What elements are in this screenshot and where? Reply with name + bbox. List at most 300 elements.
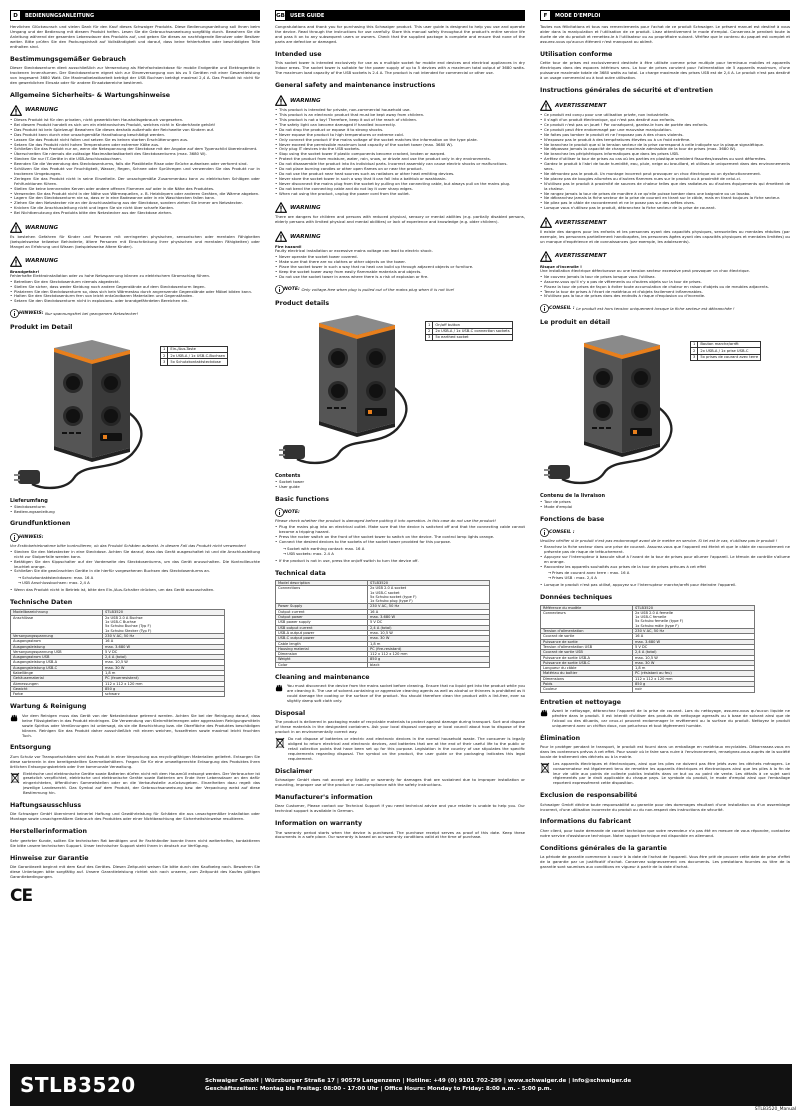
tech-label: Ausgangsstrom [11, 639, 103, 644]
column-german [10, 10, 260, 1060]
section-heading: Élimination [540, 734, 581, 742]
list-item: • This product is intended for private, non-commercial household use. [275, 108, 525, 113]
list-item: • Ne pliez pas le câble de raccordement et ne le posez pas sur des arêtes vives. [540, 201, 790, 206]
warranty-text: The warranty period starts when the device is purchased. The purchase receipt serves as proof of this date. Keep these documents in a safe place. Our warranty is based on our warranty conditions valid at the time of purchase. [275, 829, 525, 840]
warning-icon [10, 222, 22, 233]
tech-value: 2,4 A (total) [368, 625, 490, 630]
company-info [205, 1077, 792, 1093]
manual-label: STLB3520_Manual [754, 1107, 796, 1112]
care-text: You must disconnect the device from the mains socket before cleaning. Ensure that no liquid get into the product while you are cleaning it. The use of solvent-containing or aggressive cleaning agents as well as alcohol or thinners is prohibited as it could damage the coating or the surface of the product. You should therefore clean the product with a lint-free, ever so slightly damp soft cloth only. [287, 683, 525, 704]
tech-row [11, 692, 225, 697]
hand-icon [540, 709, 549, 718]
list-item: • Ce produit est conçu pour une utilisation privée, non industrielle. [540, 113, 790, 118]
warning-heading [275, 95, 525, 106]
list-item: • Ne dépassez jamais la capacité de charge maximale admissible de la tour de prises (max. 3680 W). [540, 147, 790, 152]
language-header [275, 10, 525, 21]
note-text: Nur spannungsfrei bei gezogenem Netzstecker! [45, 311, 139, 317]
warning-heading [275, 231, 525, 242]
product-figure [10, 336, 260, 496]
tech-label: Gewicht [11, 686, 103, 691]
tech-table [275, 580, 490, 668]
section-heading: Grundfunktionen [10, 520, 71, 528]
callout-table [425, 321, 513, 341]
tech-value: 1,8 m [633, 666, 755, 671]
list-item: • Ce produit peut être endommagé par une mauvaise manipulation. [540, 128, 790, 133]
list-item: • Socket tower [275, 480, 525, 485]
tech-label: Output power [276, 615, 368, 620]
list-item: • Lagern Sie den Steckdosenturm nie so, dass er in eine Badewanne oder in ein Waschbecken fallen kann. [10, 196, 260, 201]
tech-value: 850 g [633, 681, 755, 686]
tech-label: USB output current [276, 625, 368, 630]
list-item: → Prises de courant avec terre : max. 16 A [548, 571, 790, 576]
socket-tower-image [544, 333, 694, 489]
section-heading: Le produit en détail [540, 319, 611, 327]
note-heading [10, 309, 260, 318]
tech-value: 2x USB 2.0 A Buchse 1x USB-C Buchse 5x Schuko Buchse (Typ F) 1x Schuko Stecker (Typ F) [103, 615, 225, 633]
intro-text: Herzlichen Glückwunsch und vielen Dank für den Kauf dieses Schwaiger Produkts. Diese Bedienungsanleitung soll Ihnen beim Umgang und der Bedienung mit diesem Produkt helfen. Lesen Sie die Gebrauchsanweisung sorgfältig durch. Bewahren Sie die Anleitung während der gesamten Lebensdauer des Produkts auf, und geben Sie dieses an nachfolgende Benutzer oder Besitzer weiter. Bitte prüfen Sie den Packungsinhalt auf Vollständigkeit und darauf, dass keine fehlerhaften oder beschädigten Teile enthalten sind. [10, 24, 260, 49]
section-heading: Disclaimer [275, 767, 313, 775]
weee-text: Les appareils électriques et électroniques, ainsi que les piles ne doivent pas être jetés avec les déchets ménagers. Le consommateur est légalement tenu de remettre les appareils électriques et électroniques ainsi que les piles à la fin de leur vie utile aux points de collecte publics installés dans ce but ou au point de vente. Les détails à ce sujet sont réglementés par le droit applicable du chaque pays. Le symbole du produit, le mode d'emploi ainsi que l'emballage reportent expressément cette disposition. [553, 760, 790, 786]
section-heading: Entsorgung [10, 744, 51, 752]
list-item: • Il s'agit d'un produit électronique, qui n'est pas destiné aux enfants. [540, 118, 790, 123]
callout-label: 2x USB-A / 1x USB-C connection sockets [433, 328, 512, 334]
tech-value: schwarz [103, 692, 225, 697]
function-list [540, 583, 790, 588]
fire-hazard-label: Brandgefahr! [10, 268, 40, 274]
disposal-text: The product is delivered in packaging made of recyclable materials to protect against damage during transport. Sort and dispose of these materials in the designated containers. Ask your local disposal company or local council about how to dispose of the product in an environmentally correct way. [275, 719, 525, 735]
list-item: • Do not use the socket tower in areas where there is a risk of explosion or fire. [275, 275, 525, 280]
language-code: D [10, 10, 21, 21]
section-heading: Product details [275, 299, 330, 307]
list-item: • Beenden Sie die Verwendung des Steckdosenturms, falls die Plastikteile Risse oder Brüche aufweisen oder verformt sind. [10, 162, 260, 167]
hand-icon [10, 714, 19, 723]
tech-row [276, 586, 490, 604]
note-text: Vor Erstinbetriebnahme bitte kontrollieren, ob das Produkt Schäden aufweist. In diesem Fall das Produkt nicht verwenden! [10, 542, 247, 548]
safety-list [275, 108, 525, 196]
warning-icon [540, 100, 552, 111]
fire-hazard-text: Une installation électrique défectueuse ou une tension secteur excessive peut provoquer un choc électrique. [540, 267, 750, 273]
care-block [275, 684, 525, 704]
warning-icon [275, 95, 287, 106]
warning-label: WARNUNG [25, 107, 59, 114]
tech-value: 850 g [103, 686, 225, 691]
list-item: → Socket with earthing contact: max. 16 A [283, 547, 525, 552]
note-text: Le produit est hors tension uniquement lorsque la fiche secteur est débranchée ! [576, 306, 735, 312]
note-label: HINWEIS: [19, 534, 44, 540]
care-text: Vor dem Reinigen muss das Gerät von der Netzsteckdose getrennt werden. Achten Sie bei der Reinigung darauf, dass keine Flüssigkeiten in das Produkt eindringen. Die Verwendung von Kleinmittelmengen oder aggressiven Reinigungsmitteln sowie Spiritus oder Verdünnungen ist untersagt, da sie die Beschichtung bzw. die Oberfläche des Produktes beschädigen können. Reinigen Sie das Produkt daher ausschließlich mit einem weichen, fusselfreien sowie maximal leicht feuchten Tuch. [22, 712, 260, 738]
note-label: NOTE: [284, 510, 300, 516]
delivery-list [540, 500, 790, 510]
callout-number: 3 [426, 334, 433, 340]
tech-label: Color [276, 662, 368, 667]
tech-label: Puissance de sortie USB-C [541, 660, 633, 665]
manufacturer-text: Dear Customer, Please contact our Technical Support if you need technical advice and your retailer is unable to help you. Our technical support is available in German. [275, 803, 525, 814]
section-heading: Hinweise zur Garantie [10, 854, 89, 862]
tech-label: Ausgangsleistung [11, 644, 103, 649]
crossed-bin-icon [275, 737, 285, 749]
intended-use-text: Dieser Steckdosenturm dient ausschließlich zur Verwendung als Mehrfachsteckdose für mobile Endgeräte und Elektrogeräte in trockenen Innenräumen. Der Steckdosenturm eignet sich zur Stromversorgung von bis zu 5 Geräten mit einer Gesamtleistung von insgesamt 3680 Watt. Die Maximalbelastbarkeit beträgt der USB Buchsen beträgt maximal 2,4 A. Das Produkt ist nicht für den gewerblichen Einsatz oder für andere Einsatzbereiche bestimmt. [10, 64, 260, 85]
tech-row [541, 610, 755, 628]
tech-value: STLB3520 [368, 581, 490, 586]
tech-value: STLB3520 [633, 605, 755, 610]
warning-label: WARNING [290, 204, 321, 211]
list-item: • Lorsque vous n'utilisez pas le produit, débranchez la fiche secteur de la prise de courant. [540, 206, 790, 211]
delivery-list [10, 505, 260, 515]
list-item: • Protect the product from moisture, water, rain, snow, or drizzle and use the product only in dry environments. [275, 157, 525, 162]
tech-label: Dimension [276, 652, 368, 657]
warning-heading [540, 100, 790, 111]
section-heading: Exclusion de responsabilité [540, 792, 638, 800]
callout-label: 2x USB-A / 1x prise USB-C [698, 348, 761, 354]
list-item: • Bei Nichtbenutzung des Produkts bitte den Netzstecker aus der Steckdose ziehen. [10, 211, 260, 216]
fire-hazard-label: Fire hazard! [275, 244, 302, 250]
weee-block [10, 772, 260, 797]
tech-value: black [368, 662, 490, 667]
info-icon [540, 304, 549, 313]
warning-icon [540, 217, 552, 228]
section-heading: Haftungsausschluss [10, 802, 82, 810]
list-item: • Lorsque le produit n'est pas utilisé, appuyez sur l'interrupteur marche/arrêt pour éteindre l'appareil. [540, 583, 790, 588]
warning-label: WARNUNG [25, 258, 59, 265]
care-block [540, 709, 790, 729]
tech-value: 2,4 A (total) [103, 655, 225, 660]
tech-value: max. 10,5 W [368, 630, 490, 635]
list-item: • Bei diesem Produkt handelt es sich um ein elektronisches Produkt, welches nicht in Kinderhände gehört! [10, 123, 260, 128]
list-item: • Make sure that there are no clothes or other objects on the tower. [275, 260, 525, 265]
callout-number: 1 [161, 346, 168, 352]
list-item: • Never store the socket tower in such a way that it can fall into a bathtub or washbasin. [275, 177, 525, 182]
tech-value: 1,8 m [103, 671, 225, 676]
list-item: • Keep the socket tower away from easily flammable materials and objects. [275, 270, 525, 275]
product-figure [540, 331, 790, 491]
list-item: • Schließen Sie das Produkt nur an, wenn die Netzspannung der Steckdose mit der Angabe auf dem Typenschild übereinstimmt. [10, 147, 260, 152]
warning-heading [10, 105, 260, 116]
manufacturer-text: Sehr geehrter Kunde, sollten Sie technischen Rat benötigen und Ihr Fachhändler konnte Ihnen nicht weiterhelfen, kontaktieren Sie bitte unsere technischen Support. Unser technischer Support steht Ihnen in deutsch zur Verfügung. [10, 837, 260, 848]
section-heading: Herstellerinformation [10, 828, 87, 836]
list-item: • If the product is not in use, press the on/off switch to turn the device off. [275, 559, 525, 564]
section-heading: Informations du fabricant [540, 818, 632, 826]
warning-heading [10, 256, 260, 267]
list-item: • Steckdosenturm [10, 505, 260, 510]
list-item: • N'utilisez pas le produit à proximité de sources de chaleur telles que des radiateurs ou d'autres équipements qui émettent de la chaleur. [540, 182, 790, 192]
list-item: • Ne placez pas de bougies allumées ou d'autres flammes nues sur le produit ou à proximité de celui-ci. [540, 177, 790, 182]
note-label: CONSEIL : [549, 306, 575, 312]
note-heading [275, 508, 525, 517]
list-item: • Stellen Sie sicher, dass weder Kleidung noch andere Gegenstände auf dem Steckdosenturm liegen. [10, 285, 260, 290]
callout-table [690, 341, 761, 361]
tech-label: Kabellänge [11, 671, 103, 676]
tech-label: Gehäusematerial [11, 676, 103, 681]
function-list [275, 525, 525, 545]
disposal-text: Pour le protéger pendant le transport, le produit est fourni dans un emballage en matériaux recyclables. Débarrassez-vous en dans les conteneurs prévus à cet effet. Pour savoir où le faire sans nuire à l'environnement, renseignez-vous auprès de la société locale de traitement des déchets ou à la mairie. [540, 744, 790, 759]
warning-heading [540, 251, 790, 262]
note-heading [540, 304, 790, 313]
list-item: • When not using the product, unplug the power cord from the outlet. [275, 192, 525, 197]
function-list [10, 588, 260, 593]
tech-label: Power Supply [276, 604, 368, 609]
info-icon [275, 508, 284, 517]
language-code: F [540, 10, 551, 21]
info-icon [10, 309, 19, 318]
tech-label: Tension d'alimentation USB [541, 644, 633, 649]
tech-label: Output current [276, 609, 368, 614]
tech-value: max. 3.680 W [633, 639, 755, 644]
socket-tower-image [279, 313, 429, 469]
section-heading: General safety and maintenance instructions [275, 81, 436, 89]
section-heading: Conditions générales de la garantie [540, 844, 667, 852]
rating-list [275, 547, 525, 557]
weee-text: Elektrische und elektronische Geräte sowie Batterien dürfen nicht mit dem Hausmüll entsorgt werden. Der Verbraucher ist gesetzlich verpflichtet, elektrische und elektronische Geräte sowie Batterien am Ende ihrer Lebensdauer an den dafür eingerichteten, öffentlichen Sammelstellen oder an die Verkaufsstelle zurückzugeben. Einzelheiten dazu regelt das jeweilige Landesrecht. Das Symbol auf dem Produkt, der Gebrauchsanweisung bzw. der Verpackung weist auf diese Bestimmung hin. [23, 770, 260, 796]
tech-label: Connections [276, 586, 368, 604]
section-heading: Instructions générales de sécurité et d'entretien [540, 86, 713, 94]
warning-label: AVERTISSEMENT [555, 253, 607, 260]
tech-label: Farbe [11, 692, 103, 697]
product-figure [275, 311, 525, 471]
list-item: • Schützen Sie das Produkt vor Feuchtigkeit, Wasser, Regen, Schnee oder Sprühregen und verwenden Sie das Produkt nur in trockenen Umgebungen. [10, 167, 260, 177]
callout-label: 5x earthed socket [433, 334, 512, 340]
note-label: NOTE: [284, 286, 300, 292]
callout-number: 2 [691, 348, 698, 354]
list-item: • Tenez la tour de prises à l'écart de matériaux et d'objets facilement inflammables. [540, 290, 790, 295]
intro-text: Congratulations and thank you for purchasing this Schwaiger product. This user guide is designed to help you use and operate the device. Read through the instructions for use carefully. Store this manual safely throughout the product's entire service life and pass it on to any subsequent users or owners. Check that the supplied package is complete and ensure that none of the parts are defective or damaged. [275, 24, 525, 44]
note-heading [10, 533, 260, 542]
delivery-heading: Contenu de la livraison [540, 492, 606, 499]
tech-label: Versorgungsspannung [11, 633, 103, 638]
tech-value: 16 A [103, 639, 225, 644]
tech-row [11, 615, 225, 633]
delivery-heading: Contents [275, 473, 301, 480]
tech-value: max. 30 W [368, 636, 490, 641]
tech-value: max. 3.680 W [103, 644, 225, 649]
fire-list [275, 255, 525, 280]
children-warning-text: There are dangers for children and persons with reduced physical, sensory or mental abilities (e.g. partially disabled persons, elderly persons with limited physical and mental abilities) or lack of experience and knowledge (e.g. older children). [275, 214, 525, 225]
tech-label: Matériau du boîtier [541, 671, 633, 676]
callout-number: 1 [426, 322, 433, 328]
list-item: • Never expose the product to high temperatures or extreme cold. [275, 133, 525, 138]
liability-text: Die Schwaiger GmbH übernimmt keinerlei Haftung und Gewährleistung für Schäden die aus unsachgemäßer Installation oder Montage sowie unsachgemäßem Gebrauch des Produktes oder einer Nichtbeachtung der Sicherheitshinweise resultieren. [10, 811, 260, 822]
list-item: • Knicken Sie die Anschlussleitung nicht und legen Sie sie nicht über scharfe Kanten. [10, 206, 260, 211]
list-item: • Branchez la fiche secteur dans une prise de courant. Assurez-vous que l'appareil est éteint et que le câble de raccordement ne présente pas de risque de trébuchement. [540, 545, 790, 555]
callout-table [160, 346, 228, 366]
tech-table [540, 605, 755, 693]
intro-text: Toutes nos félicitations et tous nos remerciements pour l'achat de ce produit Schwaiger. Le présent manuel est destiné à vous aider dans la manipulation et l'utilisation de ce produit. Lisez attentivement le mode d'emploi. Conservez-le pendant toute la durée de vie du produit et remettez-le à l'utilisateur ou au propriétaire suivant. Vérifiez que le contenu du paquet est complet et assurez-vous qu'aucun élément n'est manquant ou abîmé. [540, 24, 790, 44]
list-item: • Stecken Sie nur IT-Geräte in die USB-Anschlussbuchsen. [10, 157, 260, 162]
list-item: → USB Anschlussbuchsen: max. 2,4 A [18, 581, 260, 586]
info-icon [275, 285, 284, 294]
tech-label: Ausgangsleistung USB-A [11, 660, 103, 665]
care-block [10, 714, 260, 739]
note-text: Veuillez vérifier si le produit n'est pas endommagé avant de le mettre en service. Si tel est le cas, n'utilisez pas le produit ! [540, 537, 778, 543]
liability-text: Schwaiger GmbH décline toute responsabilité ou garantie pour des dommages résultant d'une installation ou d'un assemblage incorrect, d'une utilisation incorrecte du produit ou du non-respect des instructions de sécurité. [540, 801, 790, 812]
tech-label: Tension d'alimentation [541, 629, 633, 634]
list-item: • Press the rocker switch on the front of the socket tower to switch on the device. The control lamp lights orange. [275, 535, 525, 540]
list-item: • Schließen Sie die gewünschten Geräte in die hierfür vorgesehenen Buchsen des Steckdosenturms an. [10, 569, 260, 574]
language-title: MODE D'EMPLOI [555, 12, 601, 19]
office-hours-line: Geschäftszeiten: Montag bis Freitag: 08:00 - 17:00 Uhr | Office Hours: Monday to Friday: 8:00 a.m. - 5:00 p.m. [205, 1086, 552, 1092]
callout-label: Bouton marche/arrêt [698, 341, 761, 347]
warning-icon [275, 231, 287, 242]
tech-value: 16 A [368, 609, 490, 614]
warning-heading [275, 202, 525, 213]
list-item: • Ne démontez pas le produit. Un montage incorrect peut provoquer un choc électrique ou un dysfonctionnement. [540, 172, 790, 177]
list-item: • Gardez le produit à l'abri de toute humidité, eau, pluie, neige ou brouillard, et utilisez-le uniquement dans des environnements secs. [540, 162, 790, 172]
company-line: Schwaiger GmbH | Würzburger Straße 17 | 90579 Langenzenn | Hotline: +49 (0) 9101 702-299 | www.schwaiger.de | info@schwaiger.de [205, 1078, 632, 1084]
list-item: • Tour de prises [540, 500, 790, 505]
section-heading: Fonctions de base [540, 515, 605, 523]
tech-value: 16 A [633, 634, 755, 639]
list-item: • Never exceed the permissible maximum load capacity of the socket tower (max. 3680 W). [275, 143, 525, 148]
list-item: → Prises USB : max. 2,4 A [548, 576, 790, 581]
tech-value: 230 V AC, 50 Hz [633, 629, 755, 634]
list-item: • Stecken Sie den Netzstecker in eine Steckdose. Achten Sie darauf, dass das Gerät ausgeschaltet ist und die Anschlussleitung nicht zur Stolperfalle werden kann. [10, 550, 260, 560]
list-item: • Raccordez les appareils souhaités aux prises de la tour de prises prévues à cet effet [540, 565, 790, 570]
list-item: • Only connect the product if the mains voltage of the socket matches the information on the type plate. [275, 138, 525, 143]
list-item: • Appuyez sur l'interrupteur à bascule situé à l'avant de la tour de prises pour allumer l'appareil. Le témoin de contrôle s'allume en orange. [540, 555, 790, 565]
rating-list [10, 576, 260, 586]
tech-label: Model description [276, 581, 368, 586]
list-item: • Do not use the product near heat sources such as radiators or other heat emitting devices. [275, 172, 525, 177]
tech-value: 112 x 112 x 120 mm [103, 681, 225, 686]
hand-icon [275, 684, 284, 693]
safety-list [10, 118, 260, 216]
callout-number: 2 [426, 328, 433, 334]
tech-value: 230 V AC, 50 Hz [368, 604, 490, 609]
tech-label: USB-C output power [276, 636, 368, 641]
tech-label: USB power supply [276, 620, 368, 625]
list-item: • Das Produkt kann durch eine unsachgemäße Handhabung beschädigt werden. [10, 133, 260, 138]
callout-number: 1 [691, 341, 698, 347]
function-list [10, 550, 260, 575]
tech-row [276, 662, 490, 667]
footer-bar [10, 1064, 792, 1106]
section-heading: Intended use [275, 50, 322, 58]
tech-value: 850 g [368, 657, 490, 662]
tech-label: Weight [276, 657, 368, 662]
tech-value: PC (feuerresistent) [103, 676, 225, 681]
tech-label: Puissance de sortie USB-A [541, 655, 633, 660]
list-item: • Stellen Sie keine brennenden Kerzen oder andere offenen Flammen auf oder in die Nähe des Produktes. [10, 187, 260, 192]
list-item: • Mode d'emploi [540, 505, 790, 510]
list-item: • Platzieren Sie den Steckdosenturm so, dass sich kein Wärmestau durch angrenzende Gegenstände oder Möbel bilden kann. [10, 290, 260, 295]
list-item: • Assurez-vous qu'il n'y a pas de vêtements ou d'autres objets sur la tour de prises. [540, 280, 790, 285]
list-item: • Ne débranchez jamais la fiche secteur de la prise de courant en tirant sur le câble, mais en tirant toujours la fiche secteur. [540, 196, 790, 201]
tech-value: STLB3520 [103, 610, 225, 615]
note-label: HINWEIS: [19, 311, 44, 317]
section-heading: Disposal [275, 710, 306, 718]
list-item: • Betätigen Sie den Kippschalter auf der Vorderseite des Steckdosenturms, um das Gerät anzuschalten. Die Kontrollleuchte leuchtet orange. [10, 560, 260, 570]
tech-value: PC (fire-resistant) [368, 646, 490, 651]
list-item: • User guide [275, 485, 525, 490]
tech-label: USB-A output power [276, 630, 368, 635]
tech-value: 1,8 m [368, 641, 490, 646]
callout-label: 5x Schutzkontaktsteckdose [168, 359, 228, 365]
fire-list [540, 275, 790, 300]
list-item: • Do not place burning candles or other open flames on or near the product. [275, 167, 525, 172]
tech-value: 112 x 112 x 120 mm [368, 652, 490, 657]
tech-value: PC (résistant au feu) [633, 671, 755, 676]
list-item: • Plug the mains plug into an electrical outlet. Make sure that the device is switched off and that the connecting cable cannot become a tripping hazard. [275, 525, 525, 535]
tech-label: Connecteurs [541, 610, 633, 628]
list-item: • Ne rangez jamais la tour de prises de manière à ce qu'elle puisse tomber dans une baignoire ou un lavabo. [540, 192, 790, 197]
list-item: • Never disconnect the mains plug from the socket by pulling on the connecting cable, but always pull on the mains plug. [275, 182, 525, 187]
section-heading: Technical data [275, 569, 326, 577]
section-heading: Utilisation conforme [540, 50, 613, 58]
info-icon [10, 533, 19, 542]
section-heading: Allgemeine Sicherheits- & Wartungshinweise [10, 91, 171, 99]
tech-label: Poids [541, 681, 633, 686]
list-item: • Setzen Sie das Produkt nicht hohen Temperaturen oder extremer Kälte aus. [10, 143, 260, 148]
callout-label: Ein-/Aus-Taste [168, 346, 228, 352]
info-icon [540, 528, 549, 537]
callout-label: 2x USB-A / 1x USB-C-Buchsen [168, 353, 228, 359]
tech-value: 230 V AC, 50 Hz [103, 633, 225, 638]
list-item: • Do not disassemble the product into its individual parts. Incorrect assembly can cause electric shocks or malfunctions. [275, 162, 525, 167]
section-heading: Wartung & Reinigung [10, 703, 87, 711]
list-item: • Halten Sie den Steckdosenturm fern von leicht entzündbaren Materialien und Gegenständen. [10, 294, 260, 299]
delivery-list [275, 480, 525, 490]
fire-hazard-text: Fehlerhafte Elektroinstallation oder zu hohe Netzspannung können zu elektrischem Stromschlag führen. [10, 272, 211, 278]
warning-icon [275, 202, 287, 213]
callout-number: 3 [161, 359, 168, 365]
note-heading [275, 285, 525, 294]
warning-icon [10, 256, 22, 267]
tech-label: Courant de sortie USB [541, 650, 633, 655]
tech-value: max. 10,5 W [633, 655, 755, 660]
list-item: → Schutzkontaktsteckdosen: max. 16 A [18, 576, 260, 581]
list-item: • The safety light can become damaged if handled incorrectly. [275, 123, 525, 128]
function-list [275, 559, 525, 564]
tech-value: 5 V DC [103, 649, 225, 654]
tech-label: Anschlüsse [11, 615, 103, 633]
list-item: • Arrêtez d'utiliser la tour de prises au cas où les parties en plastique semblent fissurées/cassées ou sont déformées. [540, 157, 790, 162]
section-heading: Manufacturer's information [275, 793, 373, 801]
list-item: • Never operate the socket tower covered. [275, 255, 525, 260]
list-item: • Wenn das Produkt nicht in Betrieb ist, bitte den Ein-/Aus-Schalter drücken, um das Gerät auszuschalten. [10, 588, 260, 593]
callout-label: On/off button [433, 322, 512, 328]
tech-value: 112 x 112 x 120 mm [633, 676, 755, 681]
fire-hazard-text: Faulty electrical installation or excessive mains voltage can lead to electric shock. [275, 248, 433, 254]
delivery-heading: Lieferumfang [10, 497, 48, 504]
section-heading: Entretien et nettoyage [540, 698, 621, 706]
warning-icon [540, 251, 552, 262]
tech-table [10, 609, 225, 697]
list-item: • Placez la tour de prises de façon à éviter toute accumulation de chaleur en raison d'objets ou de meubles adjacents. [540, 285, 790, 290]
list-item: • This product is not a toy! Therefore, keep it out of the reach of children. [275, 118, 525, 123]
tech-label: Dimensions [541, 676, 633, 681]
tech-label: Puissance de sortie [541, 639, 633, 644]
list-item: • Do not drop the product or expose it to strong shocks. [275, 128, 525, 133]
tech-row [541, 687, 755, 692]
warning-label: WARNING [290, 97, 321, 104]
list-item: • Ne branchez les périphériques informatiques que dans les prises USB. [540, 152, 790, 157]
language-title: USER GUIDE [290, 12, 325, 19]
model-number: STLB3520 [20, 1073, 136, 1097]
note-heading [540, 528, 790, 537]
tech-value: 5 V DC [633, 644, 755, 649]
list-item: • N'exposez pas le produit à des températures élevées ou à un froid extrême. [540, 138, 790, 143]
list-item: • This product is an electronic product that must be kept away from children. [275, 113, 525, 118]
care-text: Avant le nettoyage, débranchez l'appareil de la prise de courant. Lors du nettoyage, assurez-vous qu'aucun liquide ne pénètre dans le produit. Il est interdit d'utiliser des produits de nettoyage agressifs ou à base de solvant ainsi que de l'alcool ou des diluants, car ceux-ci peuvent endommager le revêtement ou la surface du produit. Nettoyez le produit uniquement avec un chiffon doux, non pelucheux et tout légèrement humide. [552, 707, 790, 728]
callout-number: 2 [161, 353, 168, 359]
language-code: GB [275, 10, 286, 21]
fire-list [10, 280, 260, 305]
rating-list [540, 571, 790, 581]
warranty-text: Die Garantiezeit beginnt mit dem Kauf des Gerätes. Diesen Zeitpunkt weisen Sie bitte durch den Kaufbeleg nach. Bewahren Sie diese Unterlagen bitte sorgfältig auf. Unsere Garantieleistung richtet sich nach unseren, zum Zeitpunkt des Kaufes gültigen Garantiebedingungen. [10, 863, 260, 879]
tech-value: 2,4 A (total) [633, 650, 755, 655]
section-heading: Technische Daten [10, 599, 73, 607]
tech-label: Ausgangsleistung USB-C [11, 665, 103, 670]
list-item: • Dieses Produkt ist für den privaten, nicht gewerblichen Haushaltsgebrauch vorgesehen. [10, 118, 260, 123]
